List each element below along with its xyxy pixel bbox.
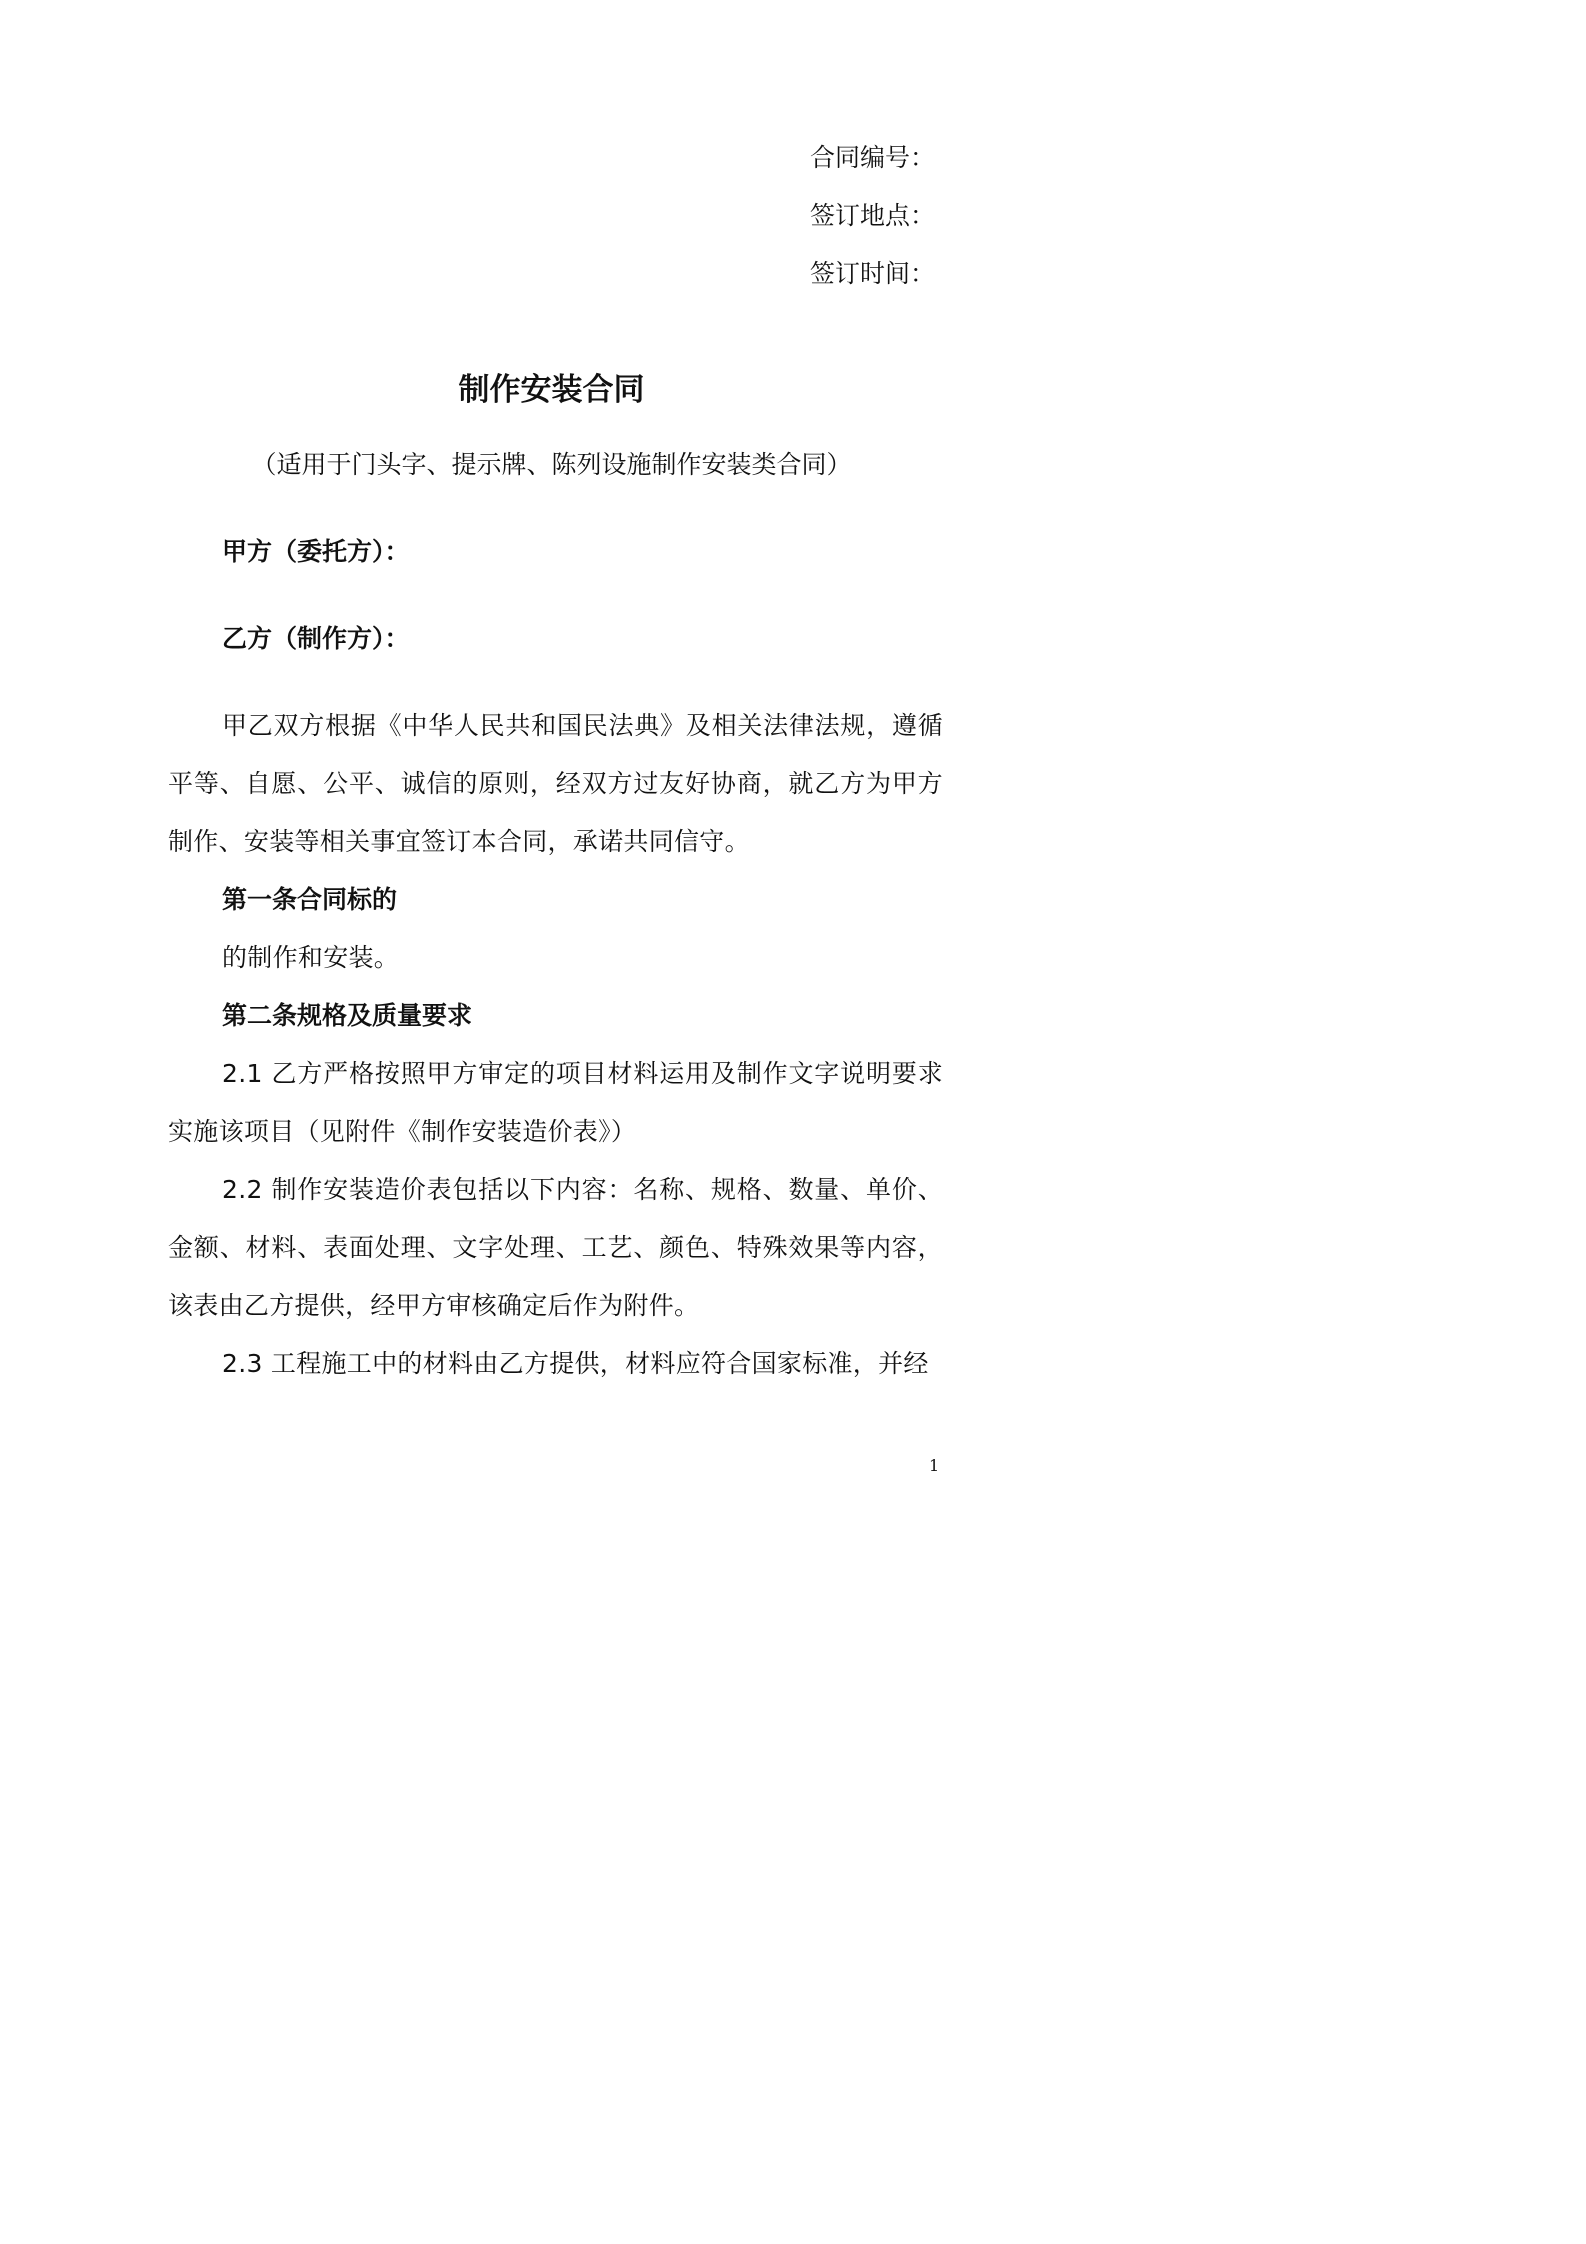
contract-body [168, 697, 943, 1393]
document-page [0, 0, 1103, 1560]
page-number: 1 [929, 1456, 940, 1475]
article-1-text: 的制作和安装。 [222, 943, 400, 972]
article-1-heading: 第一条合同标的 [222, 885, 398, 914]
contract-number-label: 合同编号： [810, 143, 936, 172]
clause-2-2: 2.2 制作安装造价表包括以下内容：名称、规格、数量、单价、金额、材料、表面处理、文字处理、工艺、颜色、特殊效果等内容，该表由乙方提供，经甲方审核确定后作为附件。 [168, 1175, 943, 1320]
document-subtitle: （适用于门头字、提示牌、陈列设施制作安装类合同） [251, 450, 852, 479]
clause-2-3: 2.3 工程施工中的材料由乙方提供，材料应符合国家标准，并经 [222, 1349, 929, 1378]
signing-place-label: 签订地点： [810, 201, 936, 230]
signing-time-label: 签订时间： [810, 259, 936, 288]
party-b-label: 乙方（制作方）： [222, 624, 410, 653]
article-2-heading: 第二条规格及质量要求 [222, 1001, 473, 1030]
document-title: 制作安装合同 [458, 372, 645, 408]
intro-paragraph: 甲乙双方根据《中华人民共和国民法典》及相关法律法规，遵循平等、自愿、公平、诚信的原则，经双方过友好协商，就乙方为甲方制作、安装等相关事宜签订本合同，承诺共同信守。 [168, 711, 943, 856]
party-a-label: 甲方（委托方）： [222, 537, 410, 566]
clause-2-1: 2.1 乙方严格按照甲方审定的项目材料运用及制作文字说明要求实施该项目（见附件《制作安装造价表》） [168, 1059, 943, 1146]
